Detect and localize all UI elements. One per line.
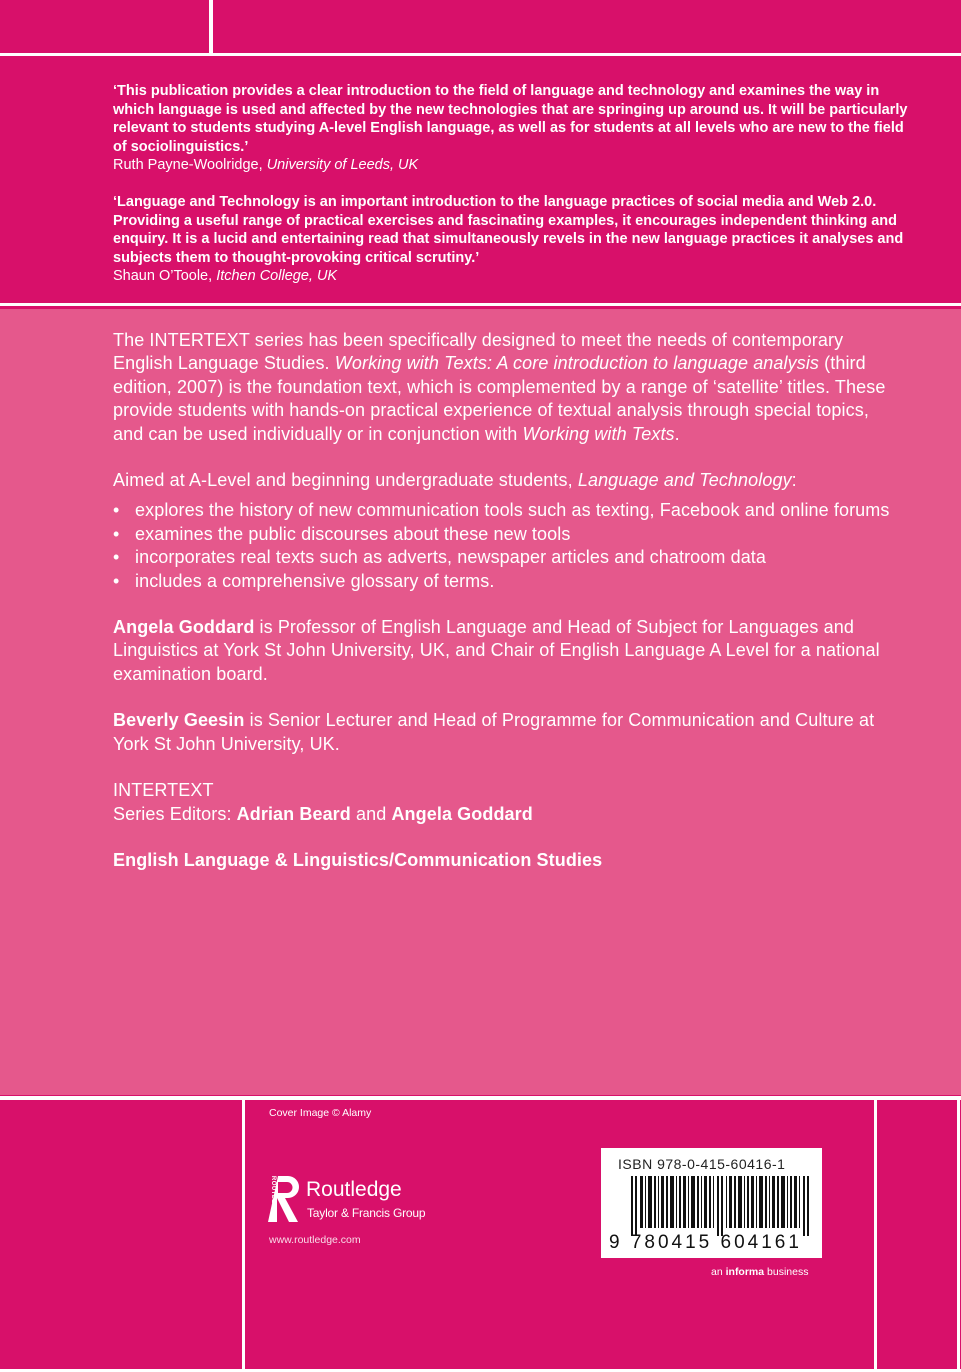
subject-category: English Language & Linguistics/Communication Studies bbox=[113, 849, 603, 870]
barcode-icon bbox=[631, 1176, 813, 1236]
series-and: and bbox=[356, 803, 387, 824]
informa-tagline bbox=[711, 1266, 809, 1278]
top-frame-right bbox=[210, 0, 961, 56]
series-intro-title1: Working with Texts: A core introduction to language analysis bbox=[334, 353, 820, 374]
praise-quote-1-text: ‘This publication provides a clear introduction to the field of language and technology and examines the way in which language is used and affected by the new technologies that are springing up around us. It will be particularly relevant to students studying A-level English language, as well as for students at all levels who are new to the field of sociolinguistics.’ bbox=[113, 83, 908, 155]
praise-quote-1 bbox=[113, 82, 913, 175]
author-text-2: is Senior Lecturer and Head of Programme for Communication and Culture at York St John University, UK. bbox=[113, 710, 875, 754]
isbn-barcode-box bbox=[601, 1148, 822, 1258]
praise-quote-2 bbox=[113, 193, 913, 286]
series-intro-end: . bbox=[674, 423, 680, 444]
cover-credit: Cover Image © Alamy bbox=[269, 1107, 372, 1119]
top-frame-left bbox=[0, 0, 212, 56]
series-name: INTERTEXT bbox=[113, 780, 214, 801]
author-text-1: is Professor of English Language and Head of Subject for Languages and Linguistics at York St John University, UK, and Chair of English Language A Level for a national examination board. bbox=[113, 617, 880, 684]
aimed-colon: : bbox=[791, 470, 797, 491]
routledge-name: Routledge bbox=[306, 1178, 402, 1201]
series-editor-1: Adrian Beard bbox=[236, 803, 351, 824]
routledge-group: Taylor & Francis Group bbox=[307, 1206, 426, 1220]
publisher-url[interactable]: www.routledge.com bbox=[269, 1234, 361, 1246]
series-intro-title2: Working with Texts bbox=[522, 423, 675, 444]
bottom-frame-left bbox=[0, 1097, 245, 1372]
aimed-book-title: Language and Technology bbox=[577, 470, 792, 491]
praise-quote-2-author: Shaun O’Toole, bbox=[113, 268, 213, 285]
informa-post: business bbox=[767, 1266, 809, 1278]
description-body bbox=[113, 329, 903, 895]
routledge-logo[interactable] bbox=[266, 1174, 436, 1224]
informa-brand: informa bbox=[725, 1266, 765, 1278]
bottom-frame-right bbox=[874, 1097, 960, 1372]
feature-item: • incorporates real texts such as adverts, newspaper articles and chatroom data bbox=[113, 546, 903, 569]
aimed-lead bbox=[113, 469, 903, 492]
series-editor-2: Angela Goddard bbox=[391, 803, 533, 824]
isbn-label: ISBN 978-0-415-60416-1 bbox=[618, 1156, 786, 1172]
series-intro-part1: The INTERTEXT series has been specifically designed to meet the needs of contemporary English Language Studies. bbox=[113, 330, 844, 374]
author-name-2: Beverly Geesin bbox=[113, 710, 245, 731]
isbn-digits: 9 780415 604161 bbox=[609, 1232, 802, 1253]
informa-pre: an bbox=[711, 1266, 723, 1278]
feature-item: • includes a comprehensive glossary of terms. bbox=[113, 570, 903, 593]
praise-quote-1-affiliation: University of Leeds, UK bbox=[266, 157, 419, 174]
praise-quote-1-author: Ruth Payne-Woolridge, bbox=[113, 157, 263, 174]
series-intro bbox=[113, 329, 903, 446]
aimed-lead-text: Aimed at A-Level and beginning undergraduate students, bbox=[113, 470, 573, 491]
feature-item: • examines the public discourses about these new tools bbox=[113, 523, 903, 546]
praise-section bbox=[113, 82, 913, 304]
series-editors bbox=[113, 779, 903, 826]
praise-quote-2-affiliation: Itchen College, UK bbox=[216, 268, 338, 285]
author-bio-1 bbox=[113, 616, 903, 686]
feature-item: • explores the history of new communication tools such as texting, Facebook and online forums bbox=[113, 499, 903, 522]
series-intro-part2: (third edition, 2007) is the foundation text, which is complemented by a range of ‘satellite’ titles. These provide students with hands-on practical experience of textual analysis through special topics, and can be used individually or in conjunction with bbox=[113, 353, 886, 444]
bottom-frame-right-edge bbox=[957, 1097, 961, 1372]
routledge-vertical-text: ROUTLEDGE bbox=[270, 1175, 277, 1219]
series-editors-label: Series Editors: bbox=[113, 803, 232, 824]
author-bio-2 bbox=[113, 709, 903, 756]
praise-quote-2-text: ‘Language and Technology is an important introduction to the language practices of social media and Web 2.0. Providing a useful range of practical exercises and fascinating examples, it encourages independent thinking and enquiry. It is a lucid and entertaining read that simultaneously revels in the new language practices it analyses and subjects them to thought-provoking critical scrutiny.’ bbox=[113, 193, 904, 266]
author-name-1: Angela Goddard bbox=[113, 617, 255, 638]
feature-list bbox=[113, 499, 903, 593]
